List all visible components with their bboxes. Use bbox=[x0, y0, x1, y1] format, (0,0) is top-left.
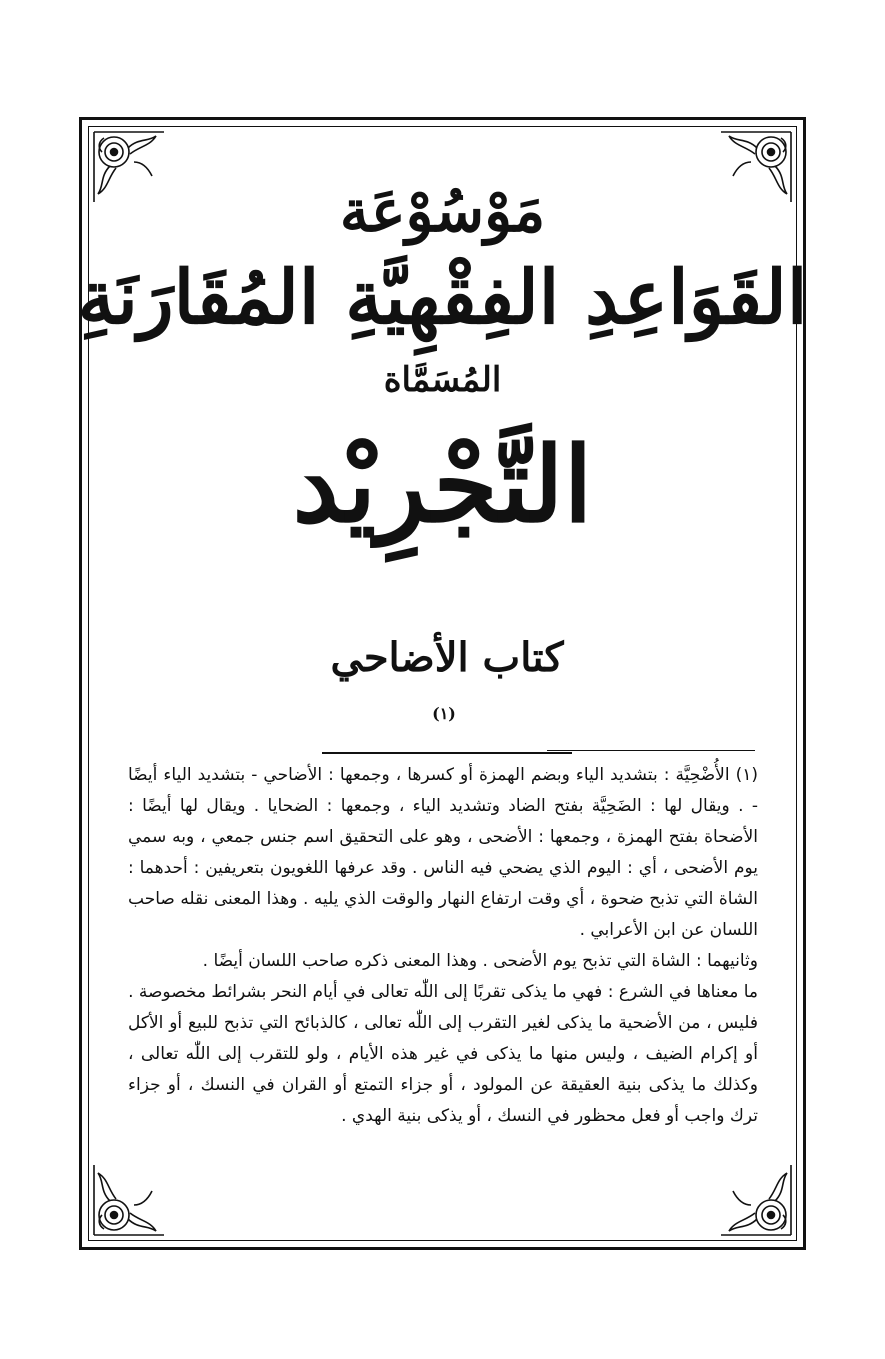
title-book-name: التَّجْرِيْد bbox=[292, 423, 593, 546]
footnote-paragraph: (١) الأُضْحِيَّة : بتشديد الياء وبضم الهمزة أو كسرها ، وجمعها : الأضاحي - بتشديد الياء أيضًا - . ويقال لها : الضَحِيَّة بفتح الضاد وتشديد الياء ، وجمعها : الضحايا . ويقال لها أيضًا : الأضحاة بفتح الهمزة ، وجمعها : الأضحى ، وهو على التحقيق اسم جنس جمعي ، وبه سمي يوم الأضحى ، أي : اليوم الذي يضحي فيه الناس . وقد عرفها اللغويون بتعريفين : أحدهما : الشاة التي تذبح ضحوة ، أي وقت ارتفاع النهار والوقت الذي يليه . وهذا المعنى نقله صاحب اللسان عن ابن الأعرابي . bbox=[128, 765, 758, 940]
title-encyclopedia: مَوْسُوْعَة bbox=[339, 177, 546, 245]
footnote-paragraph: وثانيهما : الشاة التي تذبح يوم الأضحى . وهذا المعنى ذكره صاحب اللسان أيضًا . bbox=[202, 951, 758, 971]
footnote-reference: (١) bbox=[432, 704, 456, 723]
title-main: القَوَاعِدِ الفِقْهِيَّةِ المُقَارَنَةِ bbox=[77, 255, 808, 341]
title-named: المُسَمَّاة bbox=[383, 360, 502, 400]
corner-ornament-icon bbox=[717, 1161, 795, 1239]
footnote-section bbox=[128, 760, 758, 1132]
chapter-heading bbox=[322, 630, 572, 754]
footnote-paragraph: ما معناها في الشرع : فهي ما يذكى تقربًا إلى اللّٰه تعالى في أيام النحر بشرائط مخصوصة . bbox=[128, 982, 758, 1002]
corner-ornament-icon bbox=[90, 1161, 168, 1239]
footnote-divider bbox=[547, 750, 755, 751]
chapter-title: كتاب الأضاحي bbox=[330, 634, 564, 681]
footnote-paragraph: فليس ، من الأضحية ما يذكى لغير التقرب إلى اللّٰه تعالى ، كالذبائح التي تذبح للبيع أو الأكل أو إكرام الضيف ، وليس منها ما يذكى في غير هذه الأيام ، ولو للتقرب إلى اللّٰه تعالى ، وكذلك ما يذكى بنية العقيقة عن المولود ، أو جزاء التمتع أو القران في النسك ، أو جزاء ترك واجب أو فعل محظور في النسك ، أو يذكى بنية الهدي . bbox=[128, 1013, 758, 1126]
